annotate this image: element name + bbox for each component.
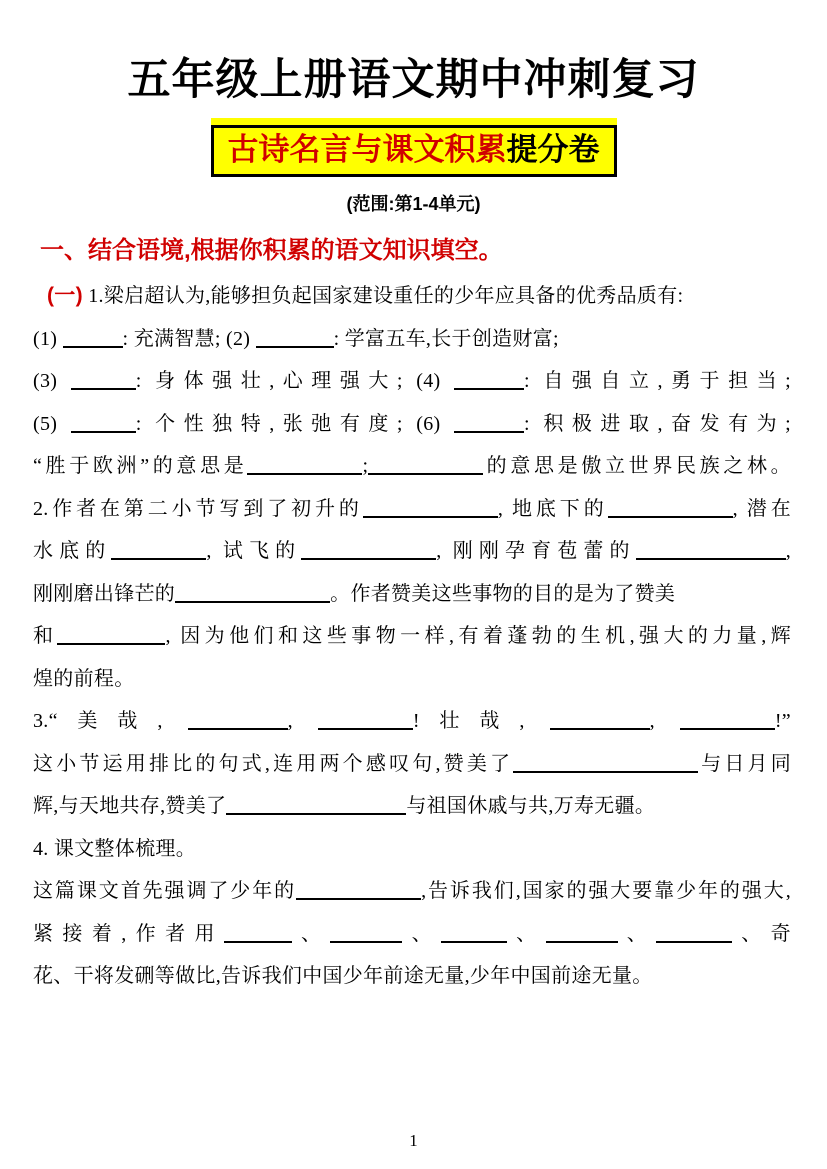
body-line bbox=[33, 913, 791, 956]
text-run: 花、干将发硎等做比,告诉我们中国少年前途无量,少年中国前途无量。 bbox=[33, 965, 653, 987]
fill-in-blank bbox=[301, 540, 436, 560]
text-run: “胜于欧洲”的意思是 bbox=[33, 455, 248, 477]
text-run: ,告诉我们,国家的强大要靠少年的强大, bbox=[421, 880, 791, 902]
text-run: : 个性独特,张弛有度; (6) bbox=[135, 412, 454, 435]
text-run: 、 bbox=[507, 922, 546, 945]
text-run: 与祖国休戚与共,万寿无疆。 bbox=[406, 795, 656, 817]
text-run: 、 bbox=[617, 922, 657, 945]
text-run: : 积极进取,奋发有为; bbox=[524, 412, 791, 435]
fill-in-blank bbox=[71, 370, 136, 390]
subtitle-highlight-text: 古诗名言与课文积累 bbox=[227, 132, 507, 167]
body-lines bbox=[0, 275, 827, 998]
text-run: 与日月同 bbox=[698, 752, 792, 775]
fill-in-blank bbox=[656, 923, 732, 943]
text-run: , 因为他们和这些事物一样,有着蓬勃的生机,强大的力量,辉 bbox=[165, 625, 791, 647]
subtitle-box bbox=[211, 125, 617, 177]
fill-in-blank bbox=[224, 923, 292, 943]
fill-in-blank bbox=[111, 540, 206, 560]
body-line bbox=[33, 828, 791, 871]
text-run: (1) bbox=[33, 327, 63, 350]
body-line bbox=[33, 955, 791, 998]
fill-in-blank bbox=[608, 498, 733, 518]
text-run: : 学富五车,长于创造财富; bbox=[333, 327, 559, 350]
fill-in-blank bbox=[57, 625, 165, 645]
text-run: : 自强自立,勇于担当; bbox=[524, 370, 791, 392]
fill-in-blank bbox=[550, 710, 650, 730]
body-line bbox=[33, 573, 791, 616]
body-line bbox=[33, 785, 791, 828]
text-run: 辉,与天地共存,赞美了 bbox=[33, 795, 227, 817]
text-run: 、奇 bbox=[732, 922, 791, 945]
text-run: 这篇课文首先强调了少年的 bbox=[33, 880, 297, 902]
text-run: 2.作者在第二小节写到了初升的 bbox=[33, 497, 363, 520]
subtitle-highlight-strip bbox=[211, 118, 617, 177]
text-run: : 充满智慧; (2) bbox=[122, 327, 256, 350]
body-line bbox=[33, 743, 791, 786]
fill-in-blank bbox=[546, 923, 618, 943]
body-line bbox=[33, 615, 791, 658]
body-line bbox=[33, 870, 791, 913]
fill-in-blank bbox=[441, 923, 507, 943]
text-run: , 地底下的 bbox=[497, 497, 608, 520]
text-run: 煌的前程。 bbox=[33, 667, 135, 690]
fill-in-blank bbox=[71, 413, 136, 433]
text-run: 、 bbox=[402, 922, 442, 945]
text-run: 。作者赞美这些事物的目的是为了赞美 bbox=[330, 582, 676, 605]
section-heading: 一、结合语境,根据你积累的语文知识填空。 bbox=[40, 237, 503, 264]
text-run: 、 bbox=[291, 922, 331, 945]
page-number: 1 bbox=[409, 1131, 418, 1150]
fill-in-blank bbox=[226, 795, 406, 815]
body-line bbox=[33, 360, 791, 403]
text-run: 和 bbox=[33, 625, 58, 647]
text-run: , bbox=[649, 710, 680, 732]
body-line bbox=[33, 318, 791, 361]
body-line bbox=[33, 658, 791, 701]
text-run: , 潜在 bbox=[732, 497, 791, 520]
fill-in-blank bbox=[454, 413, 524, 433]
text-run: 刚刚磨出锋芒的 bbox=[33, 582, 176, 605]
fill-in-blank bbox=[296, 880, 421, 900]
fill-in-blank bbox=[513, 753, 698, 773]
text-run: 紧接着,作者用 bbox=[33, 922, 224, 945]
body-line bbox=[33, 275, 791, 318]
text-run: !壮哉, bbox=[412, 710, 550, 732]
text-run: 的意思是傲立世界民族之林。 bbox=[483, 455, 791, 477]
scope-line: (范围:第1-4单元) bbox=[346, 194, 481, 214]
fill-in-blank bbox=[636, 540, 786, 560]
fill-in-blank bbox=[63, 328, 123, 348]
text-run: , bbox=[785, 540, 792, 562]
text-run: !” bbox=[774, 710, 791, 732]
fill-in-blank bbox=[680, 710, 775, 730]
fill-in-blank bbox=[318, 710, 413, 730]
subtitle-suffix-text: 提分卷 bbox=[506, 132, 600, 167]
text-run: 1.梁启超认为,能够担负起国家建设重任的少年应具备的优秀品质有: bbox=[82, 285, 684, 307]
text-run: , 刚刚孕育苞蕾的 bbox=[436, 540, 636, 562]
text-run: 这小节运用排比的句式,连用两个感叹句,赞美了 bbox=[33, 752, 514, 775]
text-run: , 试飞的 bbox=[206, 540, 302, 562]
subtitle-row bbox=[0, 118, 827, 177]
fill-in-blank bbox=[363, 498, 498, 518]
fill-in-blank bbox=[330, 923, 402, 943]
text-run: (5) bbox=[33, 412, 71, 435]
text-run: 3.“美哉, bbox=[33, 710, 188, 732]
fill-in-blank bbox=[256, 328, 334, 348]
fill-in-blank bbox=[188, 710, 288, 730]
fill-in-blank bbox=[454, 370, 524, 390]
text-run: : 身体强壮,心理强大; (4) bbox=[135, 370, 454, 392]
body-line bbox=[33, 445, 791, 488]
text-run: (3) bbox=[33, 370, 71, 392]
fill-in-blank bbox=[368, 455, 483, 475]
body-line bbox=[33, 488, 791, 531]
page-title: 五年级上册语文期中冲刺复习 bbox=[127, 56, 700, 104]
body-line bbox=[33, 530, 791, 573]
fill-in-blank bbox=[175, 583, 330, 603]
fill-in-blank bbox=[247, 455, 362, 475]
text-run: , bbox=[287, 710, 318, 732]
text-run: 水底的 bbox=[33, 540, 112, 562]
subsection-marker: (一) bbox=[47, 284, 83, 307]
body-line bbox=[33, 403, 791, 446]
text-run: ; bbox=[362, 455, 369, 477]
body-line bbox=[33, 700, 791, 743]
text-run: 4. 课文整体梳理。 bbox=[33, 837, 196, 860]
